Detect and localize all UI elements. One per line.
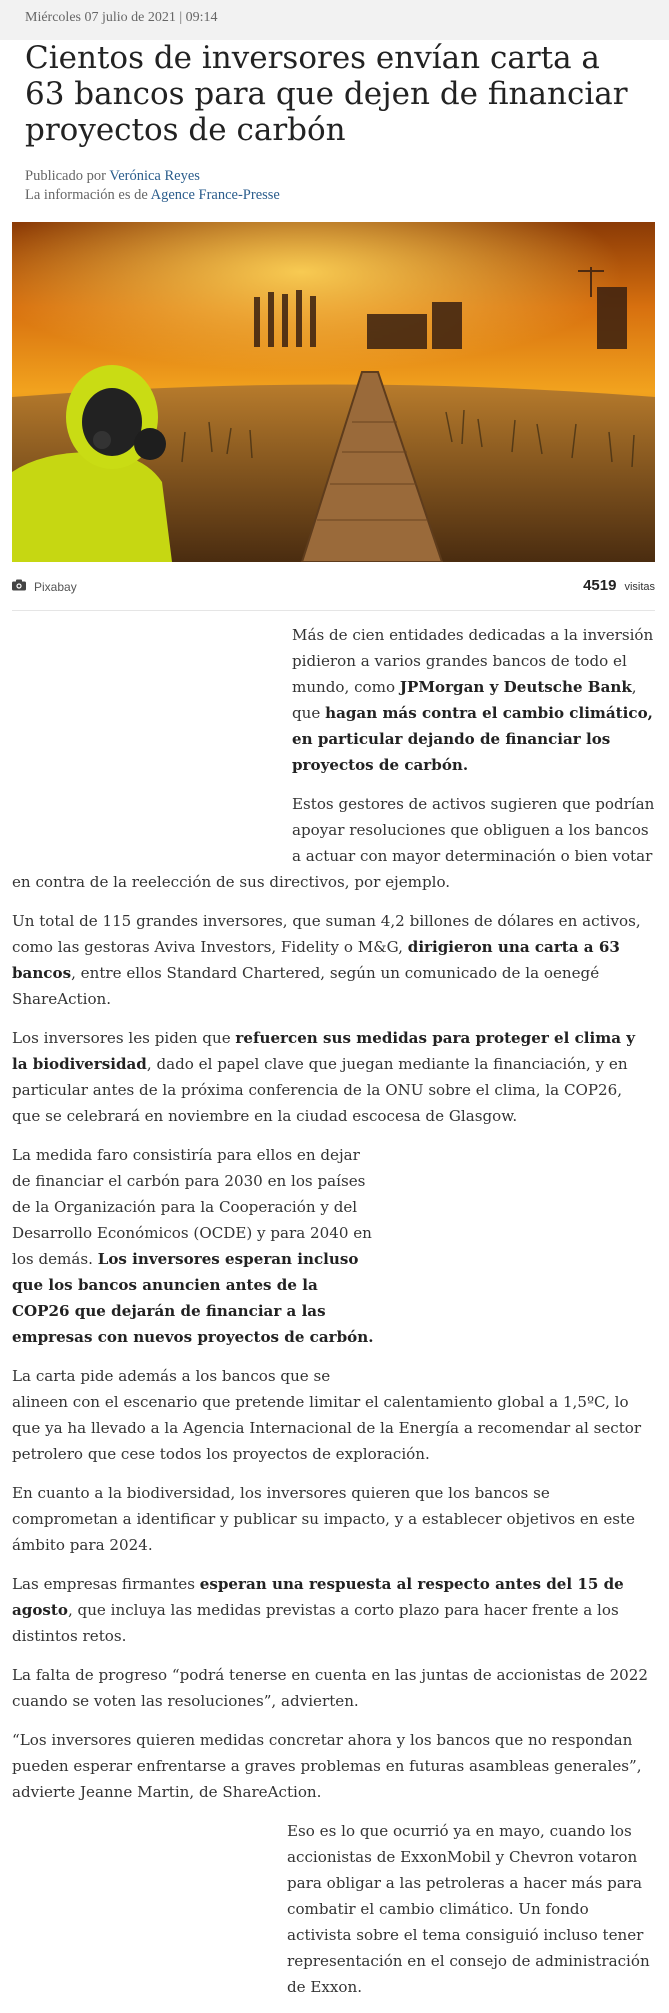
published-prefix: Publicado por [25,168,106,184]
text: , dado el papel clave que juegan mediante la financiación, y en particular antes de la próxima conferencia de la ONU sobre el clima, la COP26, que se celebrará en noviembre en la ciudad escocesa de Glasgow. [12,1055,628,1125]
publish-date: Miércoles 07 julio de 2021 | 09:14 [25,10,218,25]
ad-space [12,1818,287,1998]
bold-text: JPMorgan y Deutsche Bank [399,678,632,696]
image-source: Pixabay [34,580,77,594]
paragraph: La carta pide además a los bancos que se alineen con el escenario que pretende limitar el calentamiento global a 1,5ºC, lo que ya ha llevado a la Agencia Internacional de la Energía a recomendar al sector petrolero que cese todos los proyectos de exploración. [12,1367,642,1463]
text: , que [292,678,637,722]
hero-illustration [12,222,655,562]
source-prefix: La información es de [25,187,148,203]
text: , que incluya las medidas previstas a corto plazo para hacer frente a los distintos retos. [12,1601,619,1645]
text: Más de cien entidades dedicadas a la inversión pidieron a varios grandes bancos de todo el mundo, como [292,626,654,696]
paragraph [12,1571,655,1649]
source-line [25,186,280,205]
bold-text: hagan más contra el cambio climático, en particular dejando de financiar los proyectos de carbón. [292,704,653,774]
article-title: Cientos de inversores envían carta a 63 bancos para que dejen de financiar proyectos de carbón [25,40,628,148]
bold-text: refuercen sus medidas para proteger el clima y la biodiversidad [12,1029,636,1073]
bold-text: Los inversores esperan incluso que los bancos anuncien antes de la COP26 que dejarán de financiar a las empresas con nuevos proyectos de carbón. [12,1250,374,1346]
bold-text: esperan una respuesta al respecto antes del 15 de agosto [12,1575,624,1619]
bold-text: dirigieron una carta a 63 bancos [12,938,620,982]
ad-space [375,1363,655,1389]
views-label: visitas [624,581,655,593]
source-link[interactable]: Agence France-Presse [150,187,280,203]
divider [12,610,655,611]
image-credit-bar [12,576,655,598]
byline [25,167,280,205]
author-link[interactable]: Verónica Reyes [109,168,200,184]
camera-icon [12,579,26,591]
text: La medida faro consistiría para ellos en dejar de financiar el carbón para 2030 en los países de la Organización para la Cooperación y del Desarrollo Económicos (OCDE) y para 2040 en los demás. [12,1146,372,1268]
ad-space [12,622,292,858]
paragraph [12,1025,655,1129]
text: Los inversores les piden que [12,1029,236,1047]
ad-space [375,1142,655,1358]
hero-image [12,222,655,562]
view-counter [583,577,655,594]
paragraph: La falta de progreso “podrá tenerse en cuenta en las juntas de accionistas de 2022 cuando se voten las resoluciones”, advierten. [12,1666,648,1710]
views-count: 4519 [583,577,617,594]
text: Las empresas firmantes [12,1575,200,1593]
paragraph: Eso es lo que ocurrió ya en mayo, cuando los accionistas de ExxonMobil y Chevron votaron para obligar a las petroleras a hacer más para combatir el cambio climático. Un fondo activista sobre el tema consiguió incluso tener representación en el consejo de administración de Exxon. [287,1822,650,1996]
text: , entre ellos Standard Chartered, según un comunicado de la oenegé ShareAction. [12,964,600,1008]
author-line [25,167,280,186]
article-body [12,622,655,2013]
paragraph: Estos gestores de activos sugieren que podrían apoyar resoluciones que obliguen a los bancos a actuar con mayor determinación o bien votar en contra de la reelección de sus directivos, por ejemplo. [12,795,655,891]
paragraph [12,908,655,1012]
paragraph: En cuanto a la biodiversidad, los inversores quieren que los bancos se comprometan a identificar y publicar su impacto, y a establecer objetivos en este ámbito para 2024. [12,1484,635,1554]
text: Un total de 115 grandes inversores, que suman 4,2 billones de dólares en activos, como las gestoras Aviva Investors, Fidelity o M&G, [12,912,641,956]
paragraph: “Los inversores quieren medidas concretar ahora y los bancos que no respondan pueden esperar enfrentarse a graves problemas en futuras asambleas generales”, advierte Jeanne Martin, de ShareAction. [12,1731,642,1801]
